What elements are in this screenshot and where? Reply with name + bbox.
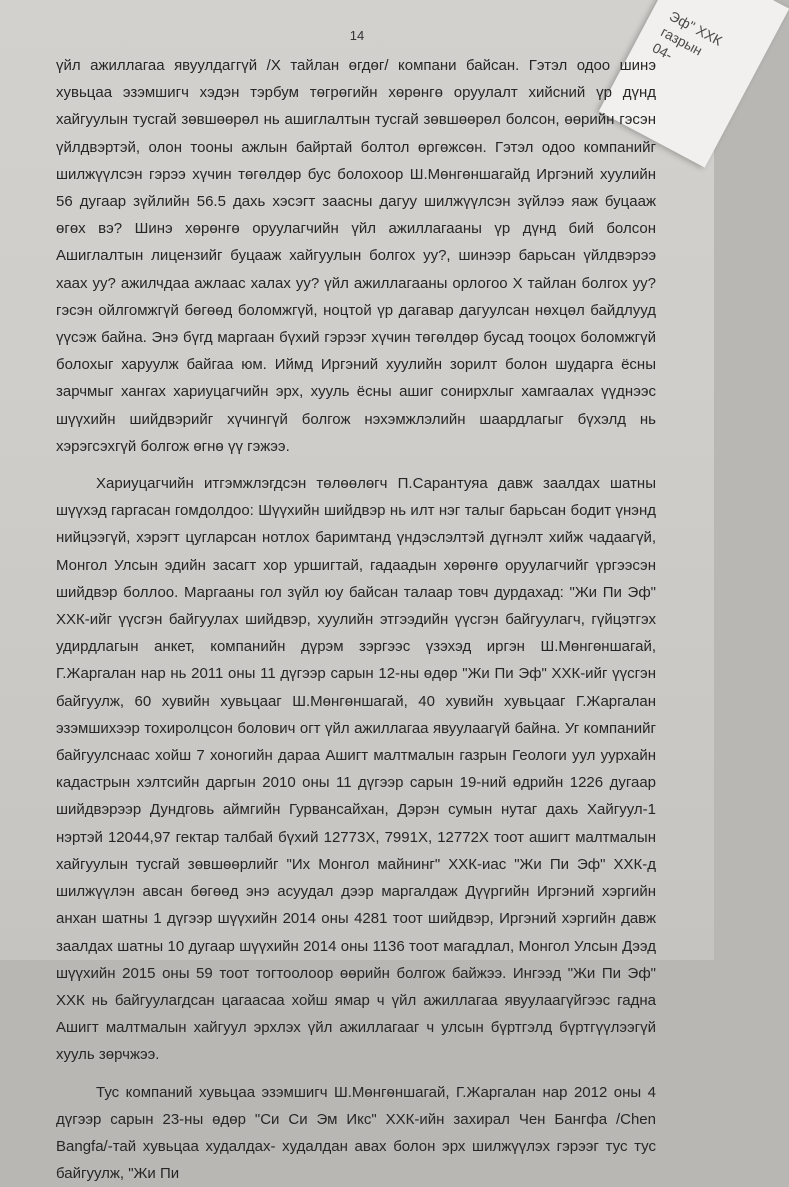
page-number: 14: [349, 28, 365, 43]
paragraph: Хариуцагчийн итгэмжлэгдсэн төлөөлөгч П.Сарантуяа давж заалдах шатны шүүхэд гаргасан гомдолдоо: Шүүхийн шийдвэр нь илт нэг талыг барьсан бодит үнэнд нийцээгүй, хэрэгт цугларсан нотлох баримтанд үндэслэлтэй дүгнэлт хийж чадаагүй, Монгол Улсын эдийн засагт хор уршигтай, гадаадын хөрөнгө оруулагчийг үргээсэн шийдвэр боллоо. Маргааны гол зүйл юу байсан талаар товч дурдахад: "Жи Пи Эф" ХХК-ийг үүсгэн байгуулах шийдвэр, хуулийн этгээдийн үүсгэн байгуулагч, гүйцэтгэх удирдлагын анкет, компанийн дүрэм зэргээс үзэхэд иргэн Ш.Мөнгөншагай, Г.Жаргалан нар нь 2011 оны 11 дүгээр сарын 12-ны өдөр "Жи Пи Эф" ХХК-ийг үүсгэн байгуулж, 60 хувийн хувьцааг Ш.Мөнгөншагай, 40 хувийн хувьцааг Г.Жаргалан эзэмшихээр тохиролцсон болович огт үйл ажиллагаа явуулаагүй байна. Уг компанийг байгуулснаас хойш 7 хоногийн дараа Ашигт малтмалын газрын Геологи уул уурхайн кадастрын хэлтсийн даргын 2010 оны 11 дүгээр сарын 19-ний өдрийн 1226 дугаар шийдвэрээр Дундговь аймгийн Гурвансайхан, Дэрэн сумын нутаг дахь Хайгуул-1 нэртэй 12044,97 гектар талбай бүхий 12773Х, 7991Х, 12772Х тоот ашигт малтмалын хайгуулын тусгай зөвшөөрлийг "Их Монгол майнинг" ХХК-иас "Жи Пи Эф" ХХК-д шилжүүлэн авсан бөгөөд энэ асуудал дээр маргалдаж Дүүргийн Иргэний хэргийн анхан шатны 1 дүгээр шүүхийн 2014 оны 4281 тоот шийдвэр, Иргэний хэргийн давж заалдах шатны 10 дугаар шүүхийн 2014 оны 1136 тоот магадлал, Монгол Улсын Дээд шүүхийн 2015 оны 59 тоот тогтоолоор өөрийн болгож байжээ. Ингээд "Жи Пи Эф" ХХК нь байгуулагдсан цагаасаа хойш ямар ч үйл ажиллагаа явуулаагүйгээс гадна Ашигт малтмалын хайгуул эрхлэх үйл ажиллагааг ч улсын бүртгэлд бүртгүүлээгүй хууль зөрчжээ.: [56, 475, 656, 1064]
underlying-sheet-text: Эф" ХХК газрын 04-: [649, 7, 725, 64]
paragraph: үйл ажиллагаа явуулдаггүй /Х тайлан өгдөг/ компани байсан. Гэтэл одоо шинэ хувьцаа эзэмшигч хэдэн тэрбум төгрөгийн хөрөнгө оруулалт хийсний үр дүнд хайгуулын тусгай зөвшөөрөл нь ашиглалтын тусгай зөвшөөрөл болсон, өөрийн гэсэн үйлдвэртэй, олон тооны ажлын байртай болтол өргөжсөн. Гэтэл одоо компанийг шилжүүлсэн гэрээ хүчин төгөлдөр бус болохоор Ш.Мөнгөншагайд Иргэний хуулийн 56 дугаар зүйлийн 56.5 дахь хэсэгт заасны дагуу шилжүүлсэн зүйлээ яаж буцааж өгөх вэ? Шинэ хөрөнгө оруулагчийн үйл ажиллагааны үр дүнд бий болсон Ашиглалтын лицензийг буцааж хайгуулын болгох уу?, шинээр барьсан үйлдвэрээ хаах уу? ажилчдаа ажлаас халах уу? үйл ажиллагааны орлогоо Х тайлан болгох уу? гэсэн ойлгомжгүй бөгөөд боломжгүй, ноцтой үр дагавар дагуулсан нөхцөл байдлууд үүсэж байна. Энэ бүгд маргаан бүхий гэрээг хүчин төгөлдөр бусад тооцох боломжгүй болохыг харуулж байгаа юм. Иймд Иргэний хуулийн зорилт болон шударга ёсны зарчмыг хангах хариуцагчийн эрх, хууль ёсны ашиг сонирхлыг хамгаалах үүднээс шүүхийн шийдвэрийг хүчингүй болгож нэхэмжлэлийн шаардлагыг бүхэлд нь хэрэгсэхгүй болгож өгнө үү гэжээ.: [56, 57, 656, 455]
document-body: [56, 52, 656, 1187]
paragraph: Тус компаний хувьцаа эзэмшигч Ш.Мөнгөншагай, Г.Жаргалан нар 2012 оны 4 дүгээр сарын 23-ны өдөр "Си Си Эм Икс" ХХК-ийн захирал Чен Бангфа /Chen Bangfa/-тай хувьцаа худалдах- худалдан авах болон эрх шилжүүлэх гэрээг тус тус байгуулж, "Жи Пи: [56, 1083, 656, 1183]
